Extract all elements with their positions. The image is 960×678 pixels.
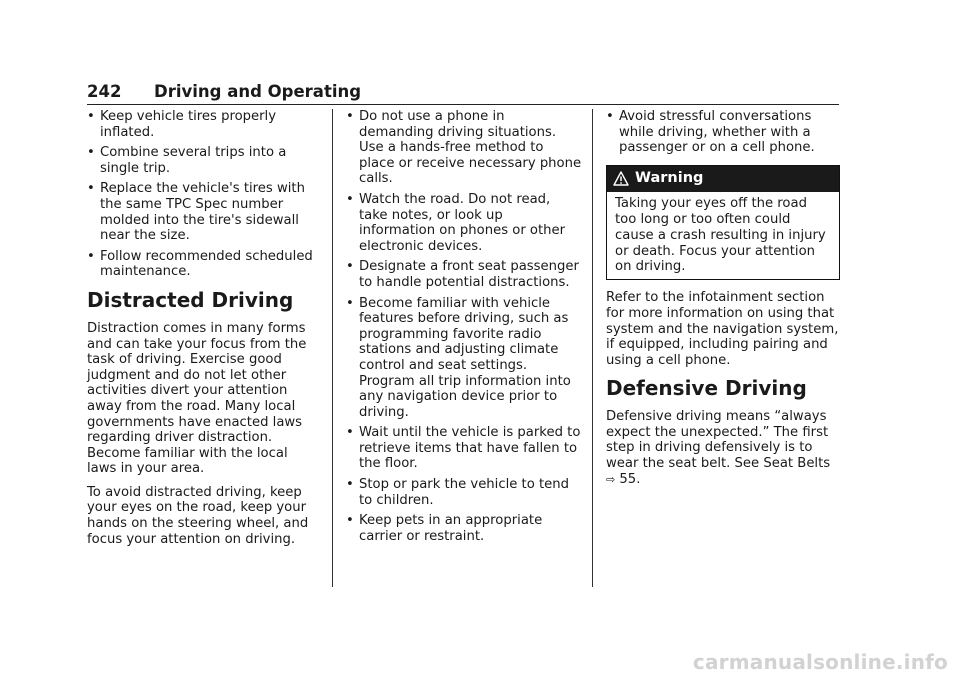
list-item: • Avoid stressful conversations while driving, whether with a passenger or on a cell phone.: [606, 109, 840, 156]
defensive-driving-text: Defensive driving means “always expect the unexpected.” The first step in driving defensively is to wear the seat belt. See Seat Belts: [606, 409, 831, 472]
bullet-list: [606, 109, 840, 156]
list-item: • Keep pets in an appropriate carrier or restraint.: [346, 513, 582, 544]
section-heading-distracted-driving: Distracted Driving: [87, 287, 294, 312]
column-3: [606, 109, 840, 495]
list-item: • Keep vehicle tires properly inflated.: [87, 109, 321, 140]
warning-header: [607, 166, 839, 192]
page-reference-link[interactable]: 55.: [619, 471, 641, 487]
watermark: carmanualsonline.info: [692, 650, 948, 674]
list-item: • Combine several trips into a single trip.: [87, 145, 321, 176]
list-item: • Wait until the vehicle is parked to retrieve items that have fallen to the floor.: [346, 425, 582, 472]
list-item: • Become familiar with vehicle features before driving, such as programming favorite radio stations and adjusting climate control and seat settings. Program all trip information into any navigation device prior to driving.: [346, 296, 582, 421]
paragraph: [606, 409, 840, 487]
bullet-list: [346, 109, 582, 544]
list-item: • Follow recommended scheduled maintenance.: [87, 249, 321, 280]
paragraph: Distraction comes in many forms and can take your focus from the task of driving. Exercise good judgment and do not let other activities divert your attention away from the road. Many local governments have enacted laws regarding driver distraction. Become familiar with the local laws in your area.: [87, 320, 307, 477]
column-1: [87, 109, 321, 555]
bullet-list: [87, 109, 321, 280]
section-heading-defensive-driving: Defensive Driving: [606, 376, 807, 401]
list-item: • Watch the road. Do not read, take notes, or look up information on phones or other electronic devices.: [346, 192, 582, 254]
paragraph: Refer to the infotainment section for more information on using that system and the navigation system, if equipped, including pairing and using a cell phone.: [606, 290, 839, 368]
column-divider: [332, 109, 333, 587]
warning-title: Warning: [635, 169, 704, 186]
warning-body: Taking your eyes off the road too long or too often could cause a crash resulting in injury or death. Focus your attention on driving.: [615, 195, 826, 275]
warning-triangle-icon: [613, 171, 629, 186]
page-number: 242: [87, 82, 122, 101]
column-divider: [592, 109, 593, 587]
page-header: [87, 82, 839, 105]
list-item: • Replace the vehicle's tires with the same TPC Spec number molded into the tire's sidewall near the size.: [87, 181, 321, 243]
page-reference-arrow-icon: ⇨: [606, 472, 616, 486]
list-item: • Stop or park the vehicle to tend to children.: [346, 477, 582, 508]
paragraph: To avoid distracted driving, keep your eyes on the road, keep your hands on the steering wheel, and focus your attention on driving.: [87, 484, 309, 547]
list-item: • Designate a front seat passenger to handle potential distractions.: [346, 259, 582, 290]
section-title: Driving and Operating: [154, 82, 362, 101]
column-2: [346, 109, 582, 549]
warning-box: [606, 165, 840, 281]
list-item: • Do not use a phone in demanding driving situations. Use a hands-free method to place or receive necessary phone calls.: [346, 109, 582, 187]
